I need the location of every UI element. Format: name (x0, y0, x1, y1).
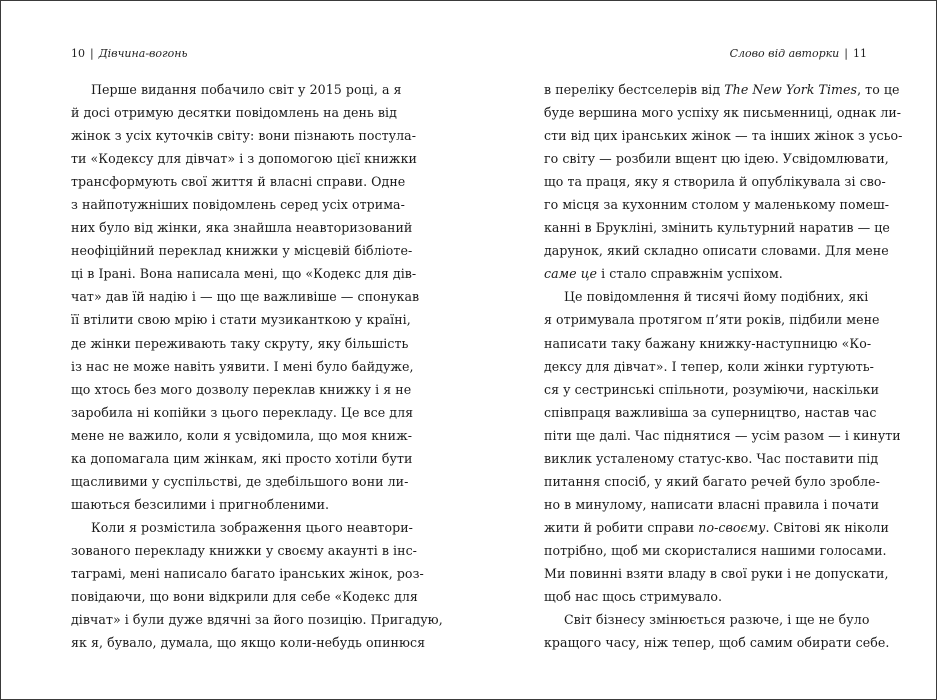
text-line (544, 262, 867, 285)
text-line: Світ бізнесу змінюється разюче, і ще не було (564, 612, 870, 628)
text-line: де жінки переживають таку скруту, яку більшість (71, 335, 409, 351)
text-line: співпраця важливіша за суперництво, настав час (544, 404, 877, 420)
text-line: й досі отримую десятки повідомлень на день від (71, 105, 397, 121)
text-line: що хтось без мого дозволу переклав книжку і я не (71, 381, 412, 397)
text-line: чат» дав їй надію і — що ще важливіше — спонукав (71, 289, 420, 305)
text-line: сти від цих іранських жінок — та інших жінок з усьо- (544, 128, 903, 144)
text-line: ка допомагала цим жінкам, які просто хотіли бути (71, 450, 413, 466)
text-line: із нас не може навіть уявити. І мені було байдуже, (71, 358, 414, 374)
text-line: Коли я розмістила зображення цього неавтори- (91, 519, 413, 535)
left-head-separator: | (90, 47, 94, 60)
text-line: щоб нас щось стримувало. (544, 589, 723, 605)
text-line: ці в Ірані. Вона написала мені, що «Кодекс для дів- (71, 266, 417, 282)
text-line: го місця за кухонним столом у маленькому помеш- (544, 197, 890, 213)
text-line: Ми повинні взяти владу в свої руки і не допускати, (544, 565, 889, 581)
text-line: Це повідомлення й тисячі йому подібних, які (564, 289, 869, 305)
left-page (71, 1, 443, 699)
text-line: ти «Кодексу для дівчат» і з допомогою цієї книжки (71, 151, 417, 167)
text-line: неофіційний переклад книжки у місцевій бібліоте- (71, 243, 413, 259)
text-line: повідаючи, що вони відкрили для себе «Кодекс для (71, 589, 418, 605)
text-line: з найпотужніших повідомлень серед усіх отрима- (71, 197, 405, 213)
text-line: як я, бувало, думала, що якщо коли-небудь опинюся (71, 635, 426, 651)
text-line: щасливими у суспільстві, де здебільшого вони ли- (71, 473, 409, 489)
text-line: но в минулому, написати власні правила і почати (544, 496, 880, 512)
left-page-text (71, 78, 443, 654)
text-line: піти ще далі. Час піднятися — усім разом — і кинути (544, 427, 901, 443)
text-line: заробила ні копійки з цього перекладу. Це все для (71, 404, 414, 420)
text-segment: , то це (857, 82, 900, 97)
text-line: Перше видання побачило світ у 2015 році, а я (91, 82, 402, 97)
text-line: жінок з усіх куточків світу: вони пізнають постула- (71, 128, 417, 144)
text-line: шаються безсилими і пригнобленими. (71, 496, 330, 512)
text-line: буде вершина мого успіху як письменниці, однак ли- (544, 105, 902, 121)
text-line: написати таку бажану книжку-наступницю «Ко- (544, 335, 872, 351)
text-segment: в переліку бестселерів від (544, 82, 725, 97)
right-head-title: Слово від авторки (729, 47, 840, 60)
text-segment: жити й робити справи (544, 519, 699, 535)
text-line: дівчат» і були дуже вдячні за його позицію. Пригадую, (71, 612, 443, 628)
left-head-title: Дівчина-вогонь (98, 47, 188, 60)
italic-text: по-своєму (698, 519, 766, 535)
text-line: таграмі, мені написало багато іранських жінок, роз- (71, 565, 424, 581)
text-segment: і стало справжнім успіхом. (597, 266, 783, 282)
left-running-head (71, 47, 187, 61)
text-line: дексу для дівчат». І тепер, коли жінки гуртують- (544, 358, 874, 374)
text-line: потрібно, щоб ми скористалися нашими голосами. (544, 542, 887, 558)
text-line: ся у сестринські спільноти, розуміючи, наскільки (544, 381, 880, 397)
right-running-head (730, 47, 867, 61)
right-page (544, 1, 903, 699)
text-line: я отримувала протягом п’яти років, підбили мене (544, 312, 880, 328)
text-line: дарунок, який складно описати словами. Для мене (544, 243, 889, 259)
right-head-separator: | (844, 47, 848, 60)
text-line (544, 78, 900, 101)
italic-text: The New York Times (724, 82, 858, 97)
right-page-number: 11 (853, 47, 867, 60)
text-line: що та праця, яку я створила й опублікувала зі сво- (544, 174, 886, 190)
text-line: канні в Брукліні, змінить культурний наратив — це (544, 220, 890, 236)
text-line: зованого перекладу книжки у своєму акаунті в інс- (71, 542, 417, 558)
text-segment: . Світові як ніколи (765, 519, 889, 535)
text-line: го світу — розбили вщент цю ідею. Усвідомлювати, (544, 151, 889, 167)
text-line (544, 516, 889, 539)
italic-text: саме це (544, 266, 598, 282)
text-line: трансформують свої життя й власні справи. Одне (71, 174, 406, 190)
text-line: них було від жінки, яка знайшла неавторизований (71, 220, 413, 236)
text-line: питання спосіб, у який багато речей було зробле- (544, 473, 880, 489)
left-page-number: 10 (71, 47, 85, 60)
right-page-text (544, 78, 903, 654)
text-line: кращого часу, ніж тепер, щоб самим обирати себе. (544, 635, 890, 651)
text-line: мене не важило, коли я усвідомила, що моя книж- (71, 427, 413, 443)
text-line: виклик усталеному статус-кво. Час поставити під (544, 450, 879, 466)
text-line: її втілити свою мрію і стати музиканткою у країні, (71, 312, 411, 328)
